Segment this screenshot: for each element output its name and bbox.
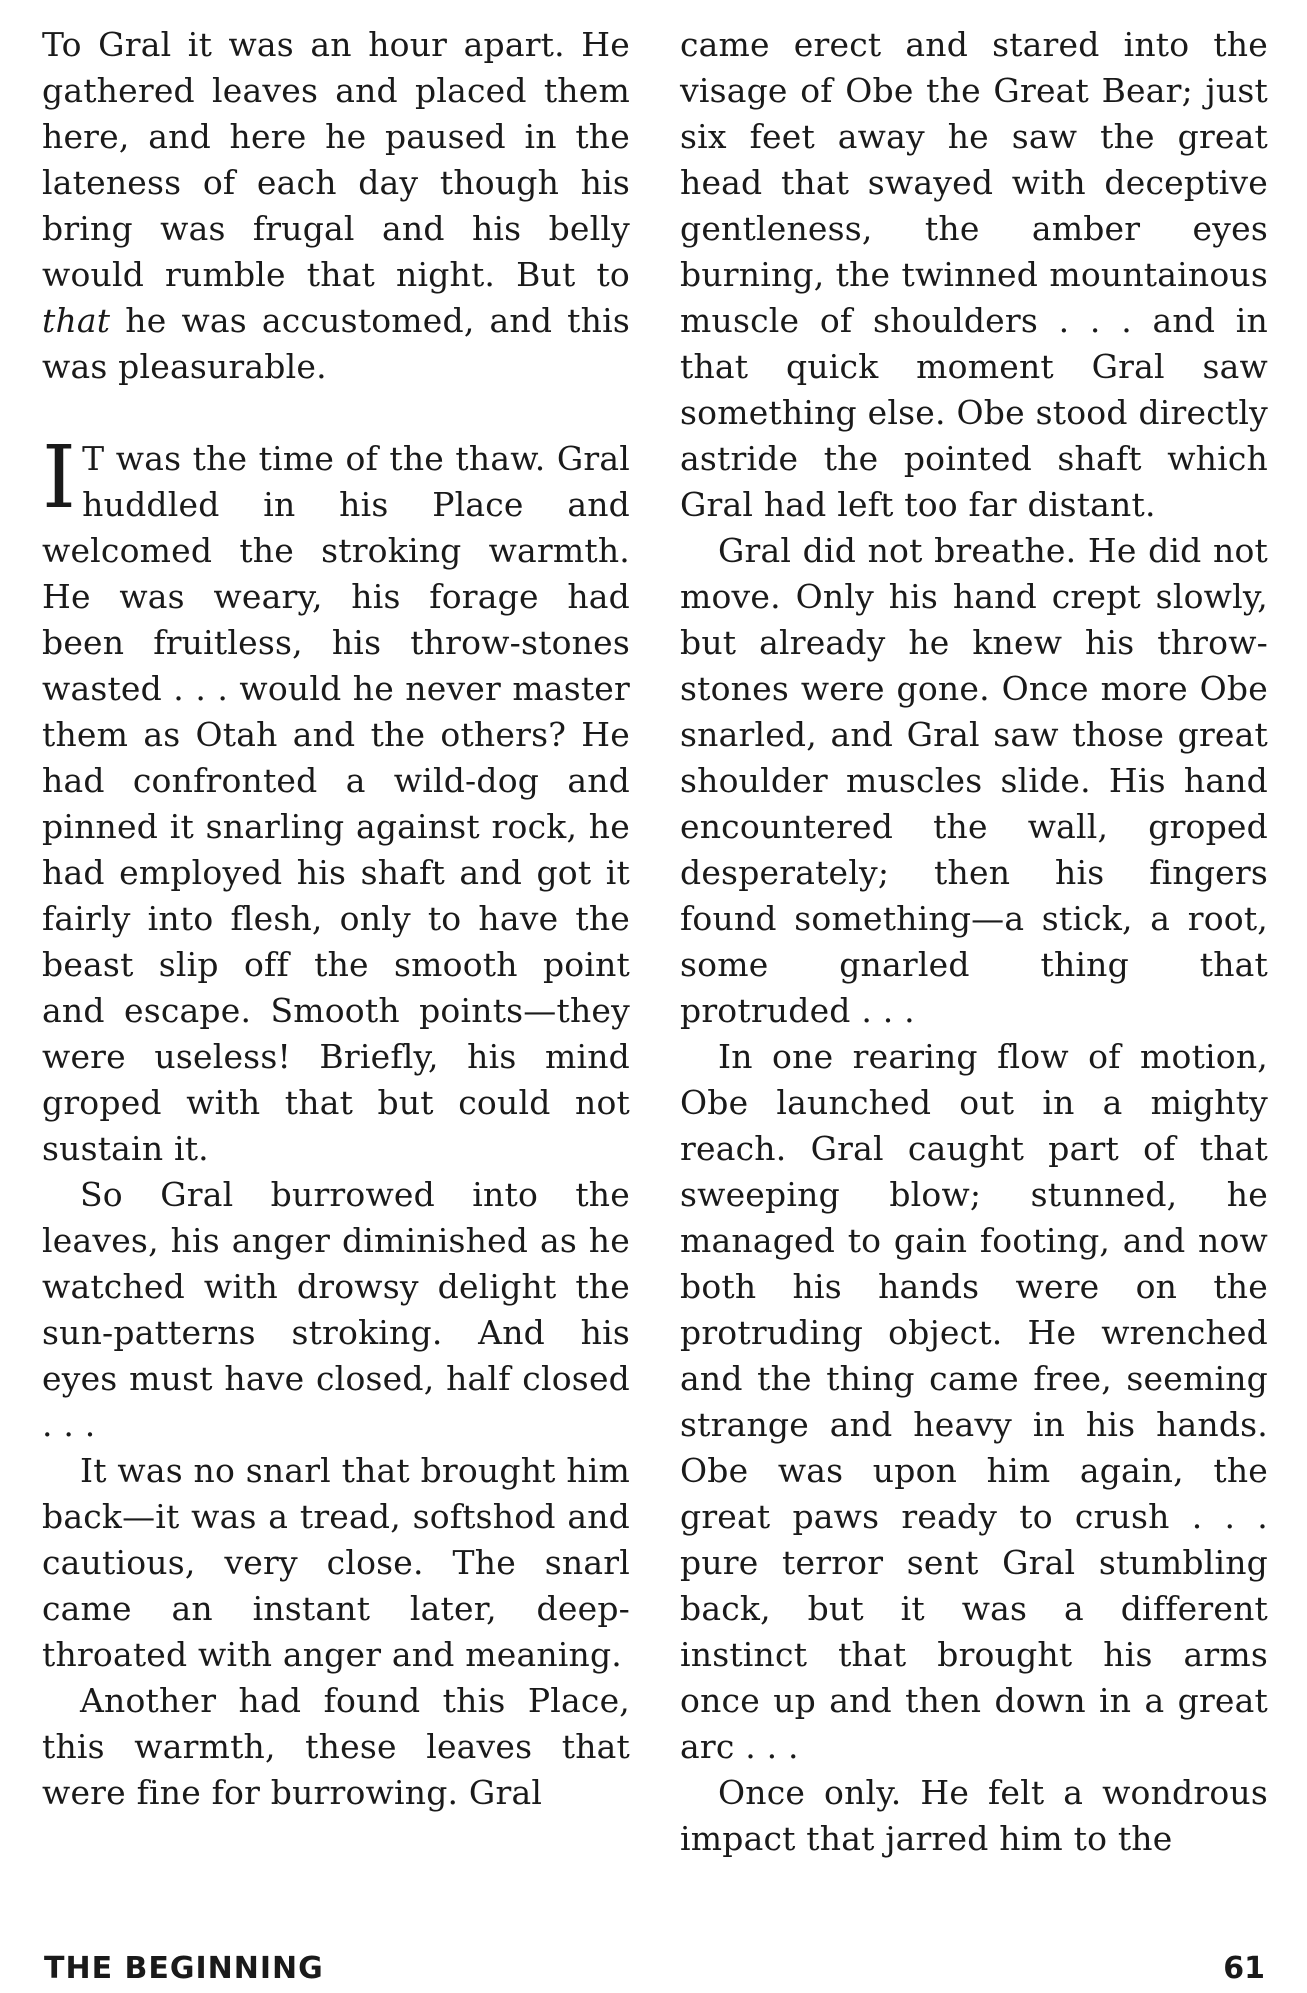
paragraph-section-start: I T was the time of the thaw. Gral huddled in his Place and welcomed the stroking warmth. He was weary, his forage had been fruitless, his throw-stones wasted . . . would he never master them as Otah and the others? He had confronted a wild-dog and pinned it snarling against rock, he had employed his shaft and got it fairly into flesh, only to have the beast slip off the smooth point and escape. Smooth points—they were useless! Briefly, his mind groped with that but could not sustain it.: [42, 428, 630, 1168]
paragraph: So Gral burrowed into the leaves, his anger diminished as he watched with drowsy delight the sun-patterns stroking. And his eyes must have closed, half closed . . .: [42, 1175, 630, 1444]
right-text-column: [680, 22, 1268, 1862]
page-number: 61: [1223, 1951, 1265, 1986]
paragraph: To Gral it was an hour apart. He gathered leaves and placed them here, and here he paused in the lateness of each day though his bring was frugal and his belly would rumble that night. But to that he was accustomed, and this was pleasurable.: [42, 25, 630, 386]
emphasis-text: that: [42, 301, 111, 340]
paragraph: came erect and stared into the visage of Obe the Great Bear; just six feet away he saw the great head that swayed with deceptive gentleness, the amber eyes burning, the twinned mountainous muscle of shoulders . . . and in that quick moment Gral saw something else. Obe stood directly astride the pointed shaft which Gral had left too far distant.: [680, 25, 1268, 524]
drop-cap: I: [42, 428, 77, 528]
paragraph: In one rearing flow of motion, Obe launched out in a mighty reach. Gral caught part of that sweeping blow; stunned, he managed to gain footing, and now both his hands were on the protruding object. He wrenched and the thing came free, seeming strange and heavy in his hands. Obe was upon him again, the great paws ready to crush . . . pure terror sent Gral stumbling back, but it was a different instinct that brought his arms once up and then down in a great arc . . .: [680, 1037, 1268, 1766]
running-footer-title: THE BEGINNING: [44, 1951, 324, 1986]
paragraph: Once only. He felt a wondrous impact that jarred him to the: [680, 1773, 1268, 1858]
paragraph: It was no snarl that brought him back—it was a tread, softshod and cautious, very close. The snarl came an instant later, deep-throated with anger and meaning.: [42, 1451, 631, 1674]
paragraph: Another had found this Place, this warmth, these leaves that were fine for burrowing. Gral: [42, 1681, 630, 1812]
left-text-column: [42, 22, 630, 1816]
paragraph: Gral did not breathe. He did not move. Only his hand crept slowly, but already he knew his throw-stones were gone. Once more Obe snarled, and Gral saw those great shoulder muscles slide. His hand encountered the wall, groped desperately; then his fingers found something—a stick, a root, some gnarled thing that protruded . . .: [680, 531, 1268, 1030]
